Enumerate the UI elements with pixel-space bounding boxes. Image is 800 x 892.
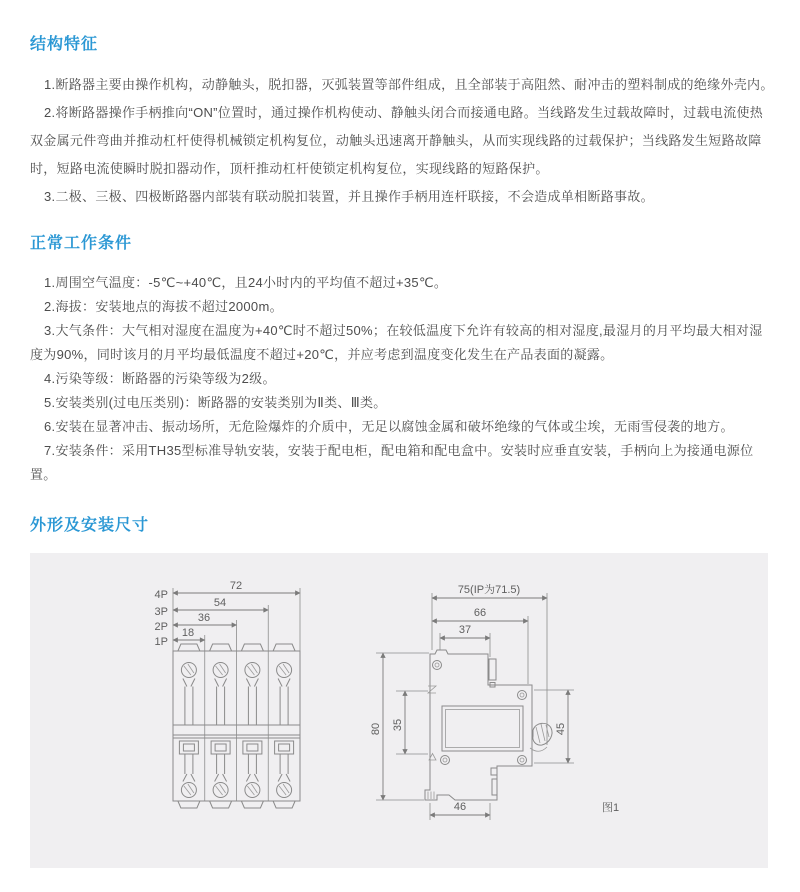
dim-value-72: 72 xyxy=(229,580,243,592)
figure-caption: 图1 xyxy=(602,802,620,814)
paragraph-condition-6: 6.安装在显著冲击、振动场所，无危险爆炸的介质中，无足以腐蚀金属和破坏绝缘的气体或尘埃，无雨雪侵袭的地方。 xyxy=(44,419,734,434)
dim-value-35: 35 xyxy=(392,718,404,732)
dim-value-46: 46 xyxy=(453,801,467,813)
section-heading-conditions: 正常工作条件 xyxy=(30,235,133,252)
dim-value-75: 75(IP为71.5) xyxy=(457,584,521,596)
document-page xyxy=(0,34,800,868)
dim-value-36: 36 xyxy=(197,612,211,624)
dim-value-45: 45 xyxy=(555,722,567,736)
pole-label-2p: 2P xyxy=(154,621,168,633)
paragraph-condition-5: 5.安装类别(过电压类别)：断路器的安装类别为Ⅱ类、Ⅲ类。 xyxy=(44,395,387,410)
section-heading-structure: 结构特征 xyxy=(30,36,99,53)
section-heading-dimensions: 外形及安装尺寸 xyxy=(30,517,150,534)
pole-label-3p: 3P xyxy=(154,606,168,618)
dim-value-54: 54 xyxy=(213,597,227,609)
screw-marks xyxy=(433,661,527,765)
paragraph-condition-7: 7.安装条件：采用TH35型标准导轨安装，安装于配电柜，配电箱和配电盒中。安装时应垂直安装，手柄向上为接通电源位置。 xyxy=(30,443,754,482)
paragraph-condition-4: 4.污染等级：断路器的污染等级为2级。 xyxy=(44,371,276,386)
front-view-drawing xyxy=(155,580,300,808)
side-profile-outline xyxy=(425,650,532,800)
paragraph-structure-3: 3.二极、三极、四极断路器内部装有联动脱扣装置，并且操作手柄用连杆联接，不会造成单相断路事故。 xyxy=(44,189,654,204)
section-conditions-body xyxy=(0,271,800,487)
paragraph-structure-1: 1.断路器主要由操作机构，动静触头，脱扣器，灭弧装置等部件组成，且全部装于高阻然、耐冲击的塑料制成的绝缘外壳内。 xyxy=(44,77,774,92)
figure-box xyxy=(30,553,768,868)
paragraph-structure-2: 2.将断路器操作手柄推向“ON”位置时，通过操作机构使动、静触头闭合而接通电路。当线路发生过载故障时，过载电流使热双金属元件弯曲并推动杠杆使得机械锁定机构复位，动触头迅速离开静触头，从而实现线路的过载保护；当线路发生短路故障时，短路电流使瞬时脱扣器动作，顶杆推动杠杆使锁定机构复位，实现线路的短路保护。 xyxy=(30,105,764,176)
paragraph-condition-3: 3.大气条件：大气相对湿度在温度为+40℃时不超过50%；在较低温度下允许有较高的相对湿度,最湿月的月平均最大相对湿度为90%，同时该月的月平均最低温度不超过+20℃，并应考虑到温度变化发生在产品表面的凝露。 xyxy=(30,323,763,362)
section-structure-body xyxy=(0,71,800,211)
side-view-drawing xyxy=(370,582,619,820)
dimension-drawing xyxy=(30,553,768,868)
paragraph-condition-2: 2.海拔：安装地点的海拔不超过2000m。 xyxy=(44,299,283,314)
pole-label-1p: 1P xyxy=(154,636,168,648)
paragraph-condition-1: 1.周围空气温度：-5℃~+40℃，且24小时内的平均值不超过+35℃。 xyxy=(44,275,448,290)
dim-value-37: 37 xyxy=(458,624,472,636)
dim-value-80: 80 xyxy=(370,722,382,736)
toggle-handle xyxy=(530,723,552,751)
pole-label-4p: 4P xyxy=(154,589,168,601)
dim-value-18: 18 xyxy=(181,627,195,639)
dim-value-66: 66 xyxy=(473,607,487,619)
